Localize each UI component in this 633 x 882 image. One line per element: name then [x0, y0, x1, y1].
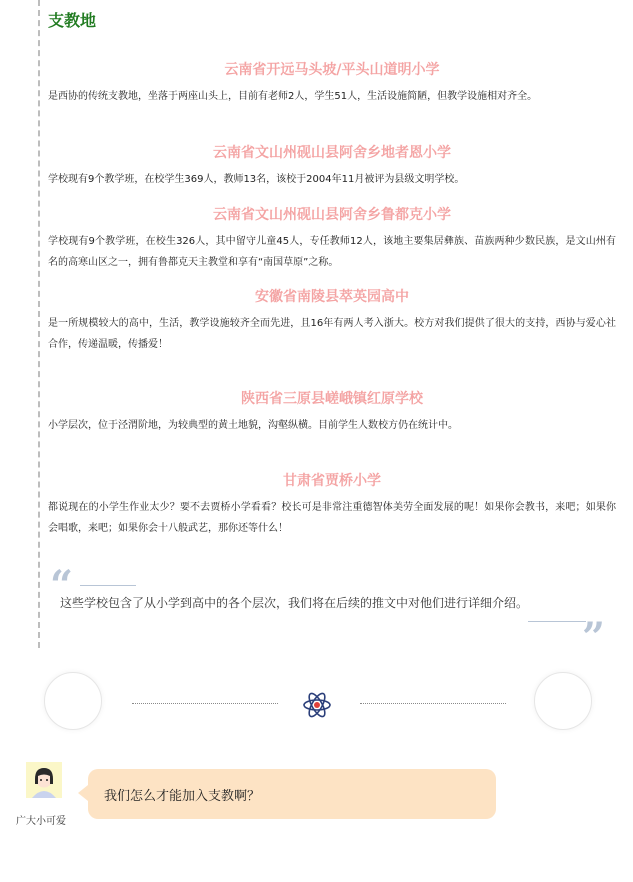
school-name: 甘肃省贾桥小学	[283, 473, 381, 489]
school-entry	[48, 60, 616, 107]
school-entry	[48, 205, 616, 273]
section-divider	[0, 672, 633, 736]
left-dashed-rule	[38, 0, 40, 648]
open-quote-icon: “	[50, 562, 74, 609]
summary-quote-text: 这些学校包含了从小学到高中的各个层次，我们将在后续的推文中对他们进行详细介绍。	[60, 596, 529, 610]
chat-bubble	[88, 769, 496, 819]
school-description: 学校现有9个教学班，在校学生369人，教师13名，该校于2004年11月被评为县级文明学校。	[48, 174, 465, 185]
school-name: 云南省文山州砚山县阿舍乡鲁都克小学	[213, 207, 451, 223]
school-description: 是一所规模较大的高中，生活，教学设施较齐全而先进，且16年有两人考入浙大。校方对我们提供了很大的支持，西协与爱心社合作，传递温暖，传播爱！	[48, 318, 616, 350]
school-name: 陕西省三原县嵯峨镇红原学校	[241, 391, 423, 407]
atom-icon	[302, 690, 332, 720]
school-entry	[48, 471, 616, 539]
right-circle-decoration	[534, 672, 592, 730]
quote-rule-bottom	[528, 621, 586, 622]
school-entry	[48, 389, 616, 436]
school-description: 是西协的传统支教地，坐落于两座山头上，目前有老师2人，学生51人，生活设施简陋，但教学设施相对齐全。	[48, 91, 538, 102]
dotted-line-left	[132, 703, 278, 704]
chat-message: 我们怎么才能加入支教啊？	[104, 788, 261, 804]
school-description: 都说现在的小学生作业太少？要不去贾桥小学看看？校长可是非常注重德智体美劳全面发展的呢！如果你会教书，来吧；如果你会唱歌，来吧；如果你会十八般武艺，那你还等什么！	[48, 502, 616, 534]
girl-avatar-icon	[26, 762, 62, 798]
avatar-name: 广大小可爱	[16, 816, 66, 827]
quote-rule-top	[80, 585, 136, 586]
school-name: 安徽省南陵县萃英园高中	[255, 289, 409, 305]
school-name: 云南省文山州砚山县阿舍乡地者恩小学	[213, 145, 451, 161]
school-description: 学校现有9个教学班，在校生326人，其中留守儿童45人，专任教师12人，该地主要集居彝族、苗族两种少数民族，是文山州有名的高寒山区之一，拥有鲁都克天主教堂和享有“南国草原”之称。	[48, 236, 616, 268]
school-description: 小学层次，位于泾渭阶地，为较典型的黄土地貌，沟壑纵横。目前学生人数校方仍在统计中。	[48, 420, 458, 431]
school-name: 云南省开远马头坡/平头山道明小学	[224, 62, 440, 78]
section-title: 支教地	[48, 11, 97, 30]
school-entry	[48, 287, 616, 355]
left-circle-decoration	[44, 672, 102, 730]
dotted-line-right	[360, 703, 506, 704]
school-entry	[48, 143, 616, 190]
avatar	[26, 762, 62, 798]
close-quote-icon: ”	[582, 614, 606, 661]
